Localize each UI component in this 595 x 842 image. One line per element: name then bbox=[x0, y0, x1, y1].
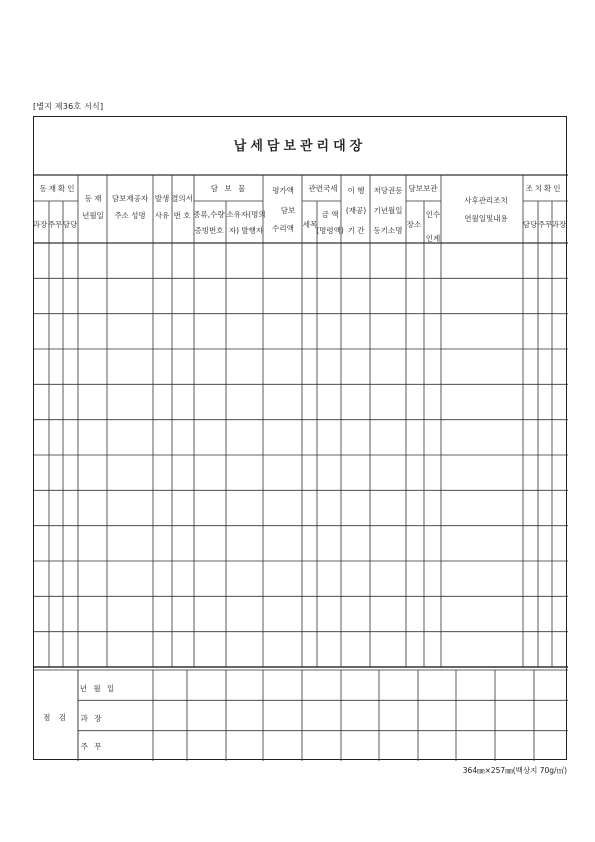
header-amount-1: 금 액 bbox=[321, 210, 339, 219]
inspection-label: 점 검 bbox=[43, 713, 69, 722]
header-followup-2: 연월일및내용 bbox=[464, 214, 508, 223]
action-col-charge: 담당 bbox=[522, 220, 538, 229]
header-provider-2: 주소 성명 bbox=[114, 211, 146, 220]
header-staff-check: 동재확인 bbox=[39, 184, 77, 193]
header-reg-date-2: 년월일 bbox=[82, 211, 104, 220]
header-valuation-1: 평가액 bbox=[272, 186, 294, 195]
header-place: 장소 bbox=[406, 220, 422, 229]
staff-col-chief: 과장 bbox=[32, 220, 48, 229]
header-performance-3: 기 간 bbox=[347, 226, 365, 235]
header-resolution-1: 결의서 bbox=[171, 194, 193, 203]
header-action-check: 조치확인 bbox=[525, 184, 563, 193]
header-owner-2: 자) 발행자 bbox=[228, 226, 264, 235]
header-reg-date-1: 등 재 bbox=[84, 194, 102, 203]
header-valuation-2: 담보 bbox=[280, 206, 296, 215]
header-related-tax: 관련국세 bbox=[308, 184, 338, 193]
header-kind-1: 종류,수량 bbox=[193, 210, 225, 219]
header-valuation-3: 수리액 bbox=[272, 224, 294, 233]
action-col-chief: 과장 bbox=[551, 220, 567, 229]
header-performance-1: 이 행 bbox=[347, 186, 365, 195]
header-custody: 담보보관 bbox=[408, 184, 438, 193]
header-kind-2: 증빙번호 bbox=[194, 226, 224, 235]
form-title: 납세담보관리대장 bbox=[233, 139, 367, 154]
header-cancel-3: 동기소명 bbox=[373, 226, 403, 235]
header-tax-item: 세목 bbox=[302, 220, 318, 229]
header-performance-2: (재공) bbox=[345, 206, 367, 215]
staff-col-main: 주무 bbox=[47, 220, 63, 229]
inspection-main-label: 주 무 bbox=[80, 742, 104, 751]
header-receive-2: 인계 bbox=[425, 234, 441, 243]
form-number: [별지 제36호 서식] bbox=[33, 102, 104, 111]
header-occurrence-1: 발생 bbox=[154, 194, 170, 203]
header-cancel-2: 기년월일 bbox=[373, 206, 403, 215]
inspection-chief-label: 과 장 bbox=[80, 714, 104, 723]
header-cancel-1: 저당권등 bbox=[373, 186, 403, 195]
action-col-main: 주무 bbox=[537, 220, 553, 229]
header-owner-1: 소유자(명의 bbox=[226, 210, 266, 219]
inspection-date-label: 년 월 일 bbox=[79, 684, 117, 693]
header-amount-2: (명령액) bbox=[316, 226, 344, 235]
staff-col-charge: 담당 bbox=[62, 220, 78, 229]
header-provider-1: 담보제공자 bbox=[111, 194, 149, 203]
header-occurrence-2: 사유 bbox=[154, 211, 170, 220]
header-collateral: 담 보 물 bbox=[210, 184, 248, 193]
ledger-form bbox=[33, 116, 567, 760]
paper-spec: 364㎜×257㎜(백상지 70g/㎡) bbox=[462, 766, 567, 775]
header-receive-1: 인수 bbox=[425, 210, 441, 219]
header-resolution-2: 번 호 bbox=[173, 211, 191, 220]
header-followup-1: 사후관리조치 bbox=[464, 196, 508, 205]
